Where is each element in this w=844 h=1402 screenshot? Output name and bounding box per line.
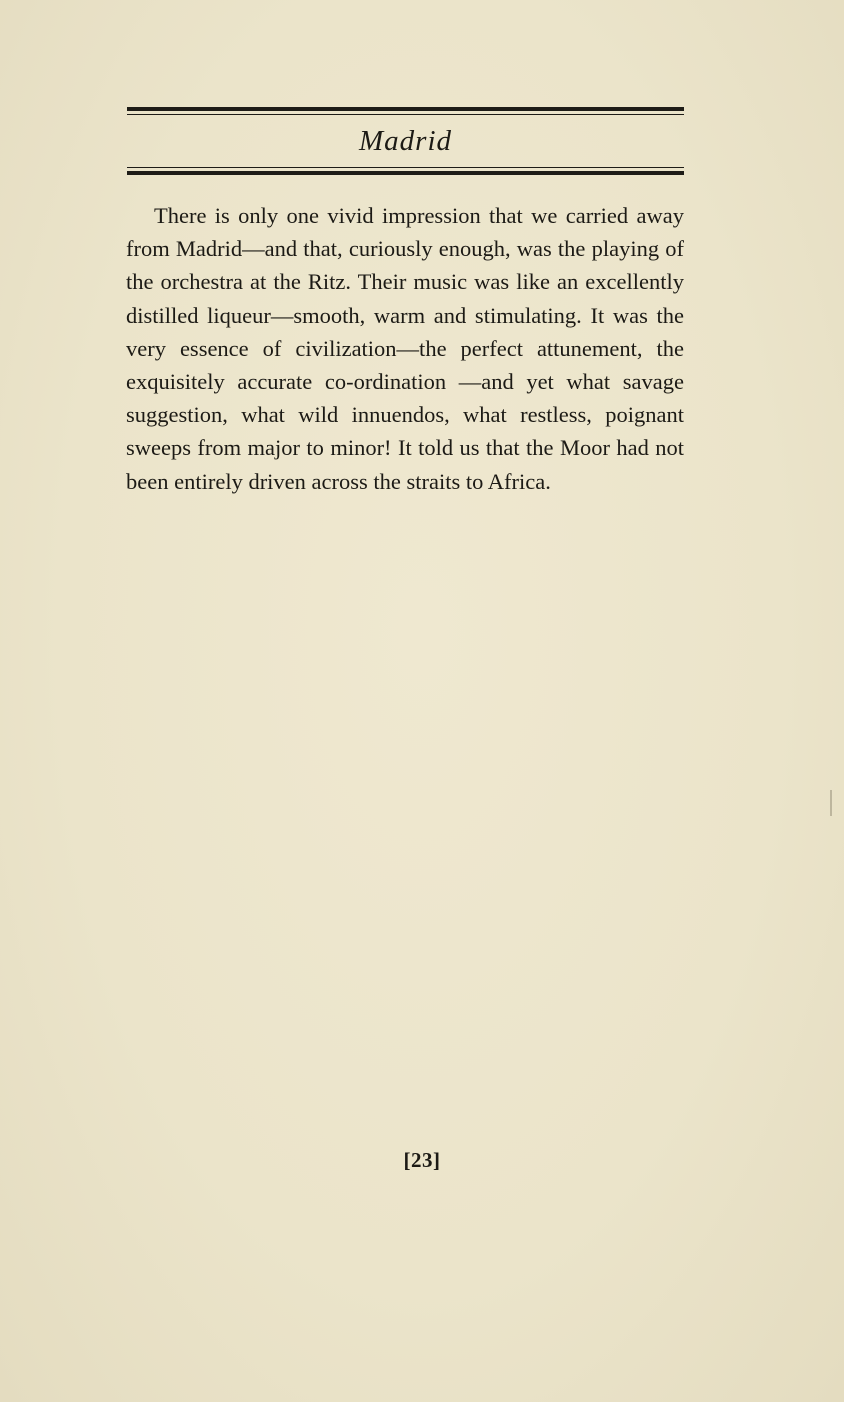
paragraph: There is only one vivid impression that we carried away from Madrid—and that, curiously enough, was the playing of the orchestra at the Ritz. Their music was like an excellently distilled liqueur—smooth, warm and stimulating. It was the very essence of civilization—the perfect attunement, the exquisitely accurate co-ordination —and yet what savage suggestion, what wild innuendos, what restless, poignant sweeps from major to minor! It told us that the Moor had not been entirely driven across the straits to Africa. [126, 203, 684, 494]
page-number: [23] [403, 1148, 441, 1172]
header-rule-top-thick [127, 107, 684, 111]
header-rule-top-thin [127, 114, 684, 115]
header-rule-bottom-thick [127, 171, 684, 175]
page-edge-mark [830, 790, 832, 816]
running-head-title: Madrid [359, 125, 452, 157]
page-header [127, 104, 684, 180]
body-text [126, 199, 684, 498]
header-rule-bottom-thin [127, 167, 684, 168]
